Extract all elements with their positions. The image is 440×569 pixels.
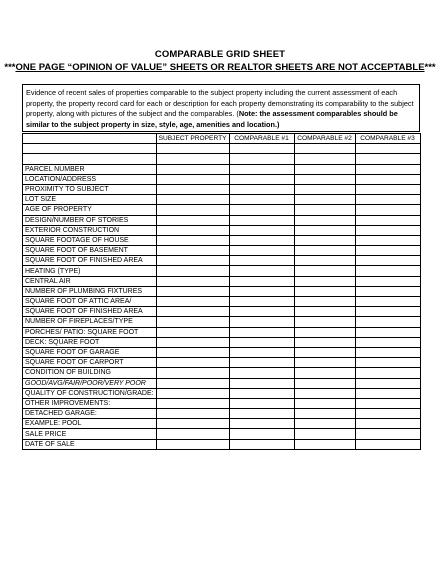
column-header-comp-3: COMPARABLE #3 [355, 134, 420, 144]
entry-cell[interactable] [229, 174, 294, 184]
entry-cell[interactable] [355, 347, 420, 357]
entry-cell[interactable] [355, 154, 420, 164]
entry-cell[interactable] [229, 266, 294, 276]
row-label: DESIGN/NUMBER OF STORIES [23, 215, 157, 225]
entry-cell[interactable] [229, 184, 294, 194]
entry-cell[interactable] [355, 439, 420, 449]
entry-cell[interactable] [229, 256, 294, 266]
entry-cell[interactable] [355, 429, 420, 439]
comparable-grid [22, 133, 421, 450]
entry-cell[interactable] [156, 409, 229, 419]
entry-cell[interactable] [229, 195, 294, 205]
table-row [23, 409, 421, 419]
entry-cell[interactable] [229, 358, 294, 368]
table-row [23, 164, 421, 174]
entry-cell[interactable] [156, 419, 229, 429]
table-row [23, 317, 421, 327]
entry-cell[interactable] [156, 337, 229, 347]
table-row [23, 235, 421, 245]
row-label: OTHER IMPROVEMENTS: [23, 398, 157, 408]
entry-cell[interactable] [355, 184, 420, 194]
entry-cell[interactable] [294, 235, 355, 245]
entry-cell[interactable] [294, 378, 355, 388]
entry-cell[interactable] [355, 388, 420, 398]
entry-cell[interactable] [294, 286, 355, 296]
table-row [23, 225, 421, 235]
entry-cell[interactable] [294, 205, 355, 215]
column-header-comp-1: COMPARABLE #1 [229, 134, 294, 144]
table-row [23, 195, 421, 205]
entry-cell[interactable] [229, 398, 294, 408]
entry-cell[interactable] [294, 225, 355, 235]
entry-cell[interactable] [355, 398, 420, 408]
column-header-comp-2: COMPARABLE #2 [294, 134, 355, 144]
entry-cell[interactable] [355, 205, 420, 215]
entry-cell[interactable] [156, 398, 229, 408]
entry-cell[interactable] [156, 439, 229, 449]
row-label: AGE OF PROPERTY [23, 205, 157, 215]
entry-cell[interactable] [355, 174, 420, 184]
entry-cell[interactable] [229, 286, 294, 296]
entry-cell[interactable] [229, 235, 294, 245]
grid-header-row [23, 134, 421, 144]
row-label: LOCATION/ADDRESS [23, 174, 157, 184]
entry-cell[interactable] [294, 246, 355, 256]
table-row [23, 439, 421, 449]
row-label: PORCHES/ PATIO: SQUARE FOOT [23, 327, 157, 337]
entry-cell[interactable] [355, 378, 420, 388]
row-label: CONDITION OF BUILDING [23, 368, 157, 378]
entry-cell[interactable] [294, 164, 355, 174]
entry-cell[interactable] [156, 205, 229, 215]
table-row [23, 154, 421, 164]
entry-cell[interactable] [294, 398, 355, 408]
entry-cell[interactable] [294, 347, 355, 357]
entry-cell[interactable] [156, 174, 229, 184]
entry-cell[interactable] [156, 266, 229, 276]
row-label [23, 154, 157, 164]
entry-cell[interactable] [229, 297, 294, 307]
entry-cell[interactable] [355, 144, 420, 154]
table-row [23, 327, 421, 337]
instructions-text: Evidence of recent sales of properties comparable to the subject property including the current assessment of each property, the property record card for each or description for each property demonstrating its comparability to the subject property, along with pictures of the subject and the comparables. ( [26, 88, 414, 119]
entry-cell[interactable] [355, 358, 420, 368]
row-label: QUALITY OF CONSTRUCTION/GRADE: [23, 388, 157, 398]
row-label: PARCEL NUMBER [23, 164, 157, 174]
entry-cell[interactable] [294, 307, 355, 317]
table-row [23, 297, 421, 307]
row-label: EXTERIOR CONSTRUCTION [23, 225, 157, 235]
row-label: SQUARE FOOT OF BASEMENT [23, 246, 157, 256]
row-label: SQUARE FOOT OF FINISHED AREA [23, 256, 157, 266]
entry-cell[interactable] [294, 317, 355, 327]
entry-cell[interactable] [156, 286, 229, 296]
entry-cell[interactable] [229, 429, 294, 439]
table-row [23, 307, 421, 317]
table-row [23, 337, 421, 347]
entry-cell[interactable] [229, 439, 294, 449]
page-subtitle [0, 62, 440, 73]
entry-cell[interactable] [294, 327, 355, 337]
column-header [23, 134, 157, 144]
entry-cell[interactable] [294, 256, 355, 266]
entry-cell[interactable] [294, 419, 355, 429]
row-label: GOOD/AVG/FAIR/POOR/VERY POOR [23, 378, 157, 388]
entry-cell[interactable] [294, 439, 355, 449]
entry-cell[interactable] [355, 225, 420, 235]
entry-cell[interactable] [156, 195, 229, 205]
entry-cell[interactable] [156, 235, 229, 245]
entry-cell[interactable] [355, 409, 420, 419]
row-label: EXAMPLE: POOL [23, 419, 157, 429]
entry-cell[interactable] [229, 276, 294, 286]
entry-cell[interactable] [294, 195, 355, 205]
entry-cell[interactable] [355, 256, 420, 266]
table-row [23, 246, 421, 256]
table-row [23, 358, 421, 368]
entry-cell[interactable] [156, 327, 229, 337]
entry-cell[interactable] [294, 144, 355, 154]
row-label [23, 144, 157, 154]
entry-cell[interactable] [229, 246, 294, 256]
entry-cell[interactable] [294, 368, 355, 378]
table-row [23, 174, 421, 184]
entry-cell[interactable] [156, 378, 229, 388]
entry-cell[interactable] [156, 225, 229, 235]
row-label: LOT SIZE [23, 195, 157, 205]
entry-cell[interactable] [156, 144, 229, 154]
row-label: DECK: SQUARE FOOT [23, 337, 157, 347]
column-header-subject: SUBJECT PROPERTY [156, 134, 229, 144]
entry-cell[interactable] [294, 276, 355, 286]
row-label: HEATING (TYPE) [23, 266, 157, 276]
entry-cell[interactable] [229, 388, 294, 398]
row-label: SQUARE FOOT OF GARAGE [23, 347, 157, 357]
row-label: NUMBER OF FIREPLACES/TYPE [23, 317, 157, 327]
entry-cell[interactable] [294, 154, 355, 164]
table-row [23, 347, 421, 357]
entry-cell[interactable] [156, 368, 229, 378]
entry-cell[interactable] [355, 164, 420, 174]
entry-cell[interactable] [229, 347, 294, 357]
entry-cell[interactable] [156, 154, 229, 164]
entry-cell[interactable] [156, 246, 229, 256]
entry-cell[interactable] [294, 215, 355, 225]
row-label: SALE PRICE [23, 429, 157, 439]
table-row [23, 286, 421, 296]
entry-cell[interactable] [355, 235, 420, 245]
table-row [23, 256, 421, 266]
entry-cell[interactable] [229, 409, 294, 419]
instructions-box [22, 84, 420, 132]
entry-cell[interactable] [156, 297, 229, 307]
entry-cell[interactable] [229, 337, 294, 347]
entry-cell[interactable] [229, 317, 294, 327]
row-label: PROXIMITY TO SUBJECT [23, 184, 157, 194]
entry-cell[interactable] [156, 256, 229, 266]
entry-cell[interactable] [355, 317, 420, 327]
entry-cell[interactable] [355, 195, 420, 205]
table-row [23, 266, 421, 276]
row-label: CENTRAL AIR [23, 276, 157, 286]
table-row [23, 276, 421, 286]
subtitle-underlined: ONE PAGE “OPINION OF VALUE” SHEETS OR REALTOR SHEETS ARE NOT ACCEPTABLE [15, 62, 425, 73]
row-label: DETACHED GARAGE: [23, 409, 157, 419]
entry-cell[interactable] [355, 368, 420, 378]
entry-cell[interactable] [156, 276, 229, 286]
note-label: Note: [238, 109, 258, 119]
entry-cell[interactable] [355, 276, 420, 286]
entry-cell[interactable] [156, 184, 229, 194]
entry-cell[interactable] [355, 337, 420, 347]
entry-cell[interactable] [294, 337, 355, 347]
table-row [23, 398, 421, 408]
row-label: SQUARE FOOTAGE OF HOUSE [23, 235, 157, 245]
entry-cell[interactable] [156, 215, 229, 225]
entry-cell[interactable] [294, 358, 355, 368]
table-row [23, 429, 421, 439]
entry-cell[interactable] [355, 246, 420, 256]
table-row [23, 215, 421, 225]
entry-cell[interactable] [229, 307, 294, 317]
entry-cell[interactable] [294, 409, 355, 419]
entry-cell[interactable] [156, 358, 229, 368]
subtitle-prefix: *** [4, 62, 16, 73]
page-title: COMPARABLE GRID SHEET [154, 49, 286, 60]
entry-cell[interactable] [229, 368, 294, 378]
entry-cell[interactable] [294, 184, 355, 194]
row-label: NUMBER OF PLUMBING FIXTURES [23, 286, 157, 296]
entry-cell[interactable] [355, 419, 420, 429]
table-row [23, 378, 421, 388]
entry-cell[interactable] [156, 164, 229, 174]
entry-cell[interactable] [294, 266, 355, 276]
entry-cell[interactable] [355, 266, 420, 276]
entry-cell[interactable] [229, 154, 294, 164]
entry-cell[interactable] [294, 297, 355, 307]
entry-cell[interactable] [294, 429, 355, 439]
row-label: SQUARE FOOT OF FINISHED AREA [23, 307, 157, 317]
entry-cell[interactable] [229, 378, 294, 388]
entry-cell[interactable] [294, 174, 355, 184]
note-text: the assessment comparables should be similar to the subject property in size, style, age, amenities and location.) [26, 109, 398, 129]
row-label: SQUARE FOOT OF CARPORT [23, 358, 157, 368]
entry-cell[interactable] [156, 307, 229, 317]
entry-cell[interactable] [229, 144, 294, 154]
table-row [23, 419, 421, 429]
entry-cell[interactable] [229, 205, 294, 215]
entry-cell[interactable] [229, 225, 294, 235]
entry-cell[interactable] [355, 327, 420, 337]
entry-cell[interactable] [156, 347, 229, 357]
entry-cell[interactable] [229, 327, 294, 337]
entry-cell[interactable] [355, 286, 420, 296]
table-row [23, 184, 421, 194]
row-label: SQUARE FOOT OF ATTIC AREA/ [23, 297, 157, 307]
table-row [23, 144, 421, 154]
entry-cell[interactable] [229, 419, 294, 429]
row-label: DATE OF SALE [23, 439, 157, 449]
subtitle-suffix: *** [424, 62, 436, 73]
entry-cell[interactable] [229, 164, 294, 174]
entry-cell[interactable] [229, 215, 294, 225]
table-row [23, 388, 421, 398]
entry-cell[interactable] [294, 388, 355, 398]
entry-cell[interactable] [355, 297, 420, 307]
table-row [23, 368, 421, 378]
entry-cell[interactable] [156, 388, 229, 398]
table-row [23, 205, 421, 215]
entry-cell[interactable] [355, 307, 420, 317]
entry-cell[interactable] [156, 317, 229, 327]
entry-cell[interactable] [355, 215, 420, 225]
entry-cell[interactable] [156, 429, 229, 439]
